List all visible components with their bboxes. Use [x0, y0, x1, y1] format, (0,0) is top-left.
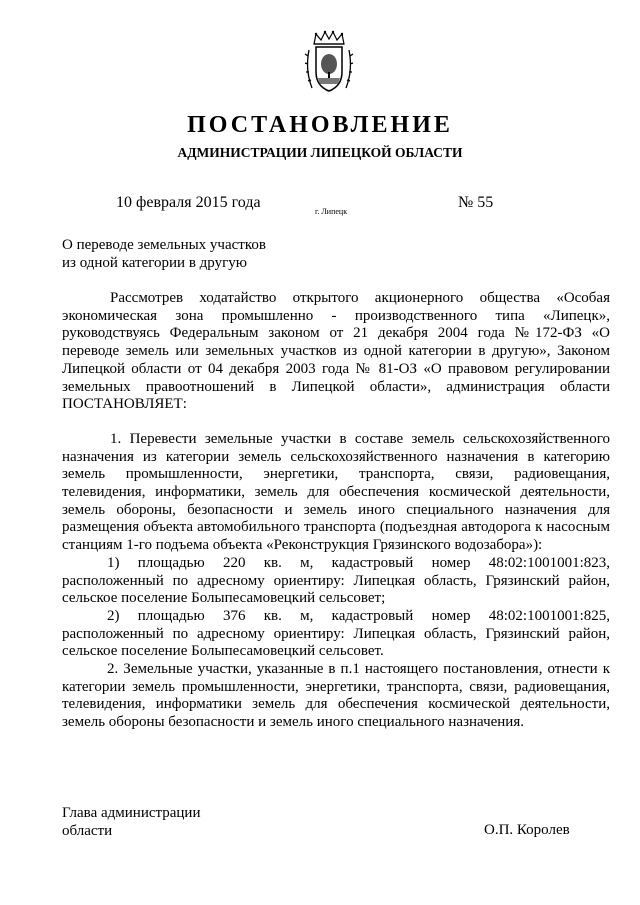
preamble-paragraph: Рассмотрев ходатайство открытого акционерного общества «Особая экономическая зона промышленно - производственного типа «Липецк», руководствуясь Федеральным законом от 21 декабря 2004 года №172-ФЗ «О переводе земель или земельных участков из одной категории в другую», Законом Липецкой области от 04 декабря 2003 года № 81-ОЗ «О правовом регулировании земельных правоотношений в Липецкой области», администрация области ПОСТАНОВЛЯЕТ: [62, 290, 610, 413]
document-title: ПОСТАНОВЛЕНИЕ [187, 112, 453, 138]
issuer-name: АДМИНИСТРАЦИИ ЛИПЕЦКОЙ ОБЛАСТИ [177, 145, 463, 160]
document-number: № 55 [458, 194, 494, 211]
subject-line: из одной категории в другую [62, 255, 247, 271]
clause-1-subitem-1: 1) площадью 220 кв. м, кадастровый номер 48:02:1001001:823, расположенный по адресному ориентиру: Липецкая область, Грязинский район, сельское поселение Болыпесамовецкий сельсовет; [62, 554, 610, 607]
document-body [62, 290, 610, 732]
clause-2: 2. Земельные участки, указанные в п.1 настоящего постановления, отнести к категории земель промышленности, энергетики, транспорта, связи, радиовещания, телевидения, информатики земель для обеспечения космической деятельности, земель обороны безопасности и земель иного специального назначения. [62, 661, 610, 731]
clause-1: 1. Перевести земельные участки в составе земель сельскохозяйственного назначения из категории земель сельскохозяйственного назначения в категорию земель промышленности, энергетики, транспорта, связи, радиовещания, телевидения, информатики, земель для обеспечения космической деятельности, земель обороны, безопасности и земель иного специального назначения для размещения объекта автомобильного транспорта (подъездная автодорога к насосным станциям 1-го подъема объекта «Реконструкция Грязинского водозабора»): [62, 430, 610, 554]
signatory-position [62, 804, 200, 840]
coat-of-arms-icon [304, 30, 354, 96]
clause-1-subitem-2: 2) площадью 376 кв. м, кадастровый номер 48:02:1001001:825, расположенный по адресному ориентиру: Липецкая область, Грязинский район, сельское поселение Болыпесамовецкий сельсовет. [62, 607, 610, 660]
document-city: г. Липецк [315, 207, 348, 216]
document-subject [62, 236, 266, 272]
subject-line: О переводе земельных участков [62, 237, 266, 253]
position-line: Глава администрации [62, 805, 201, 821]
document-date: 10 февраля 2015 года [116, 194, 261, 211]
position-line: области [62, 823, 113, 839]
signatory-name: О.П. Королев [484, 822, 570, 838]
